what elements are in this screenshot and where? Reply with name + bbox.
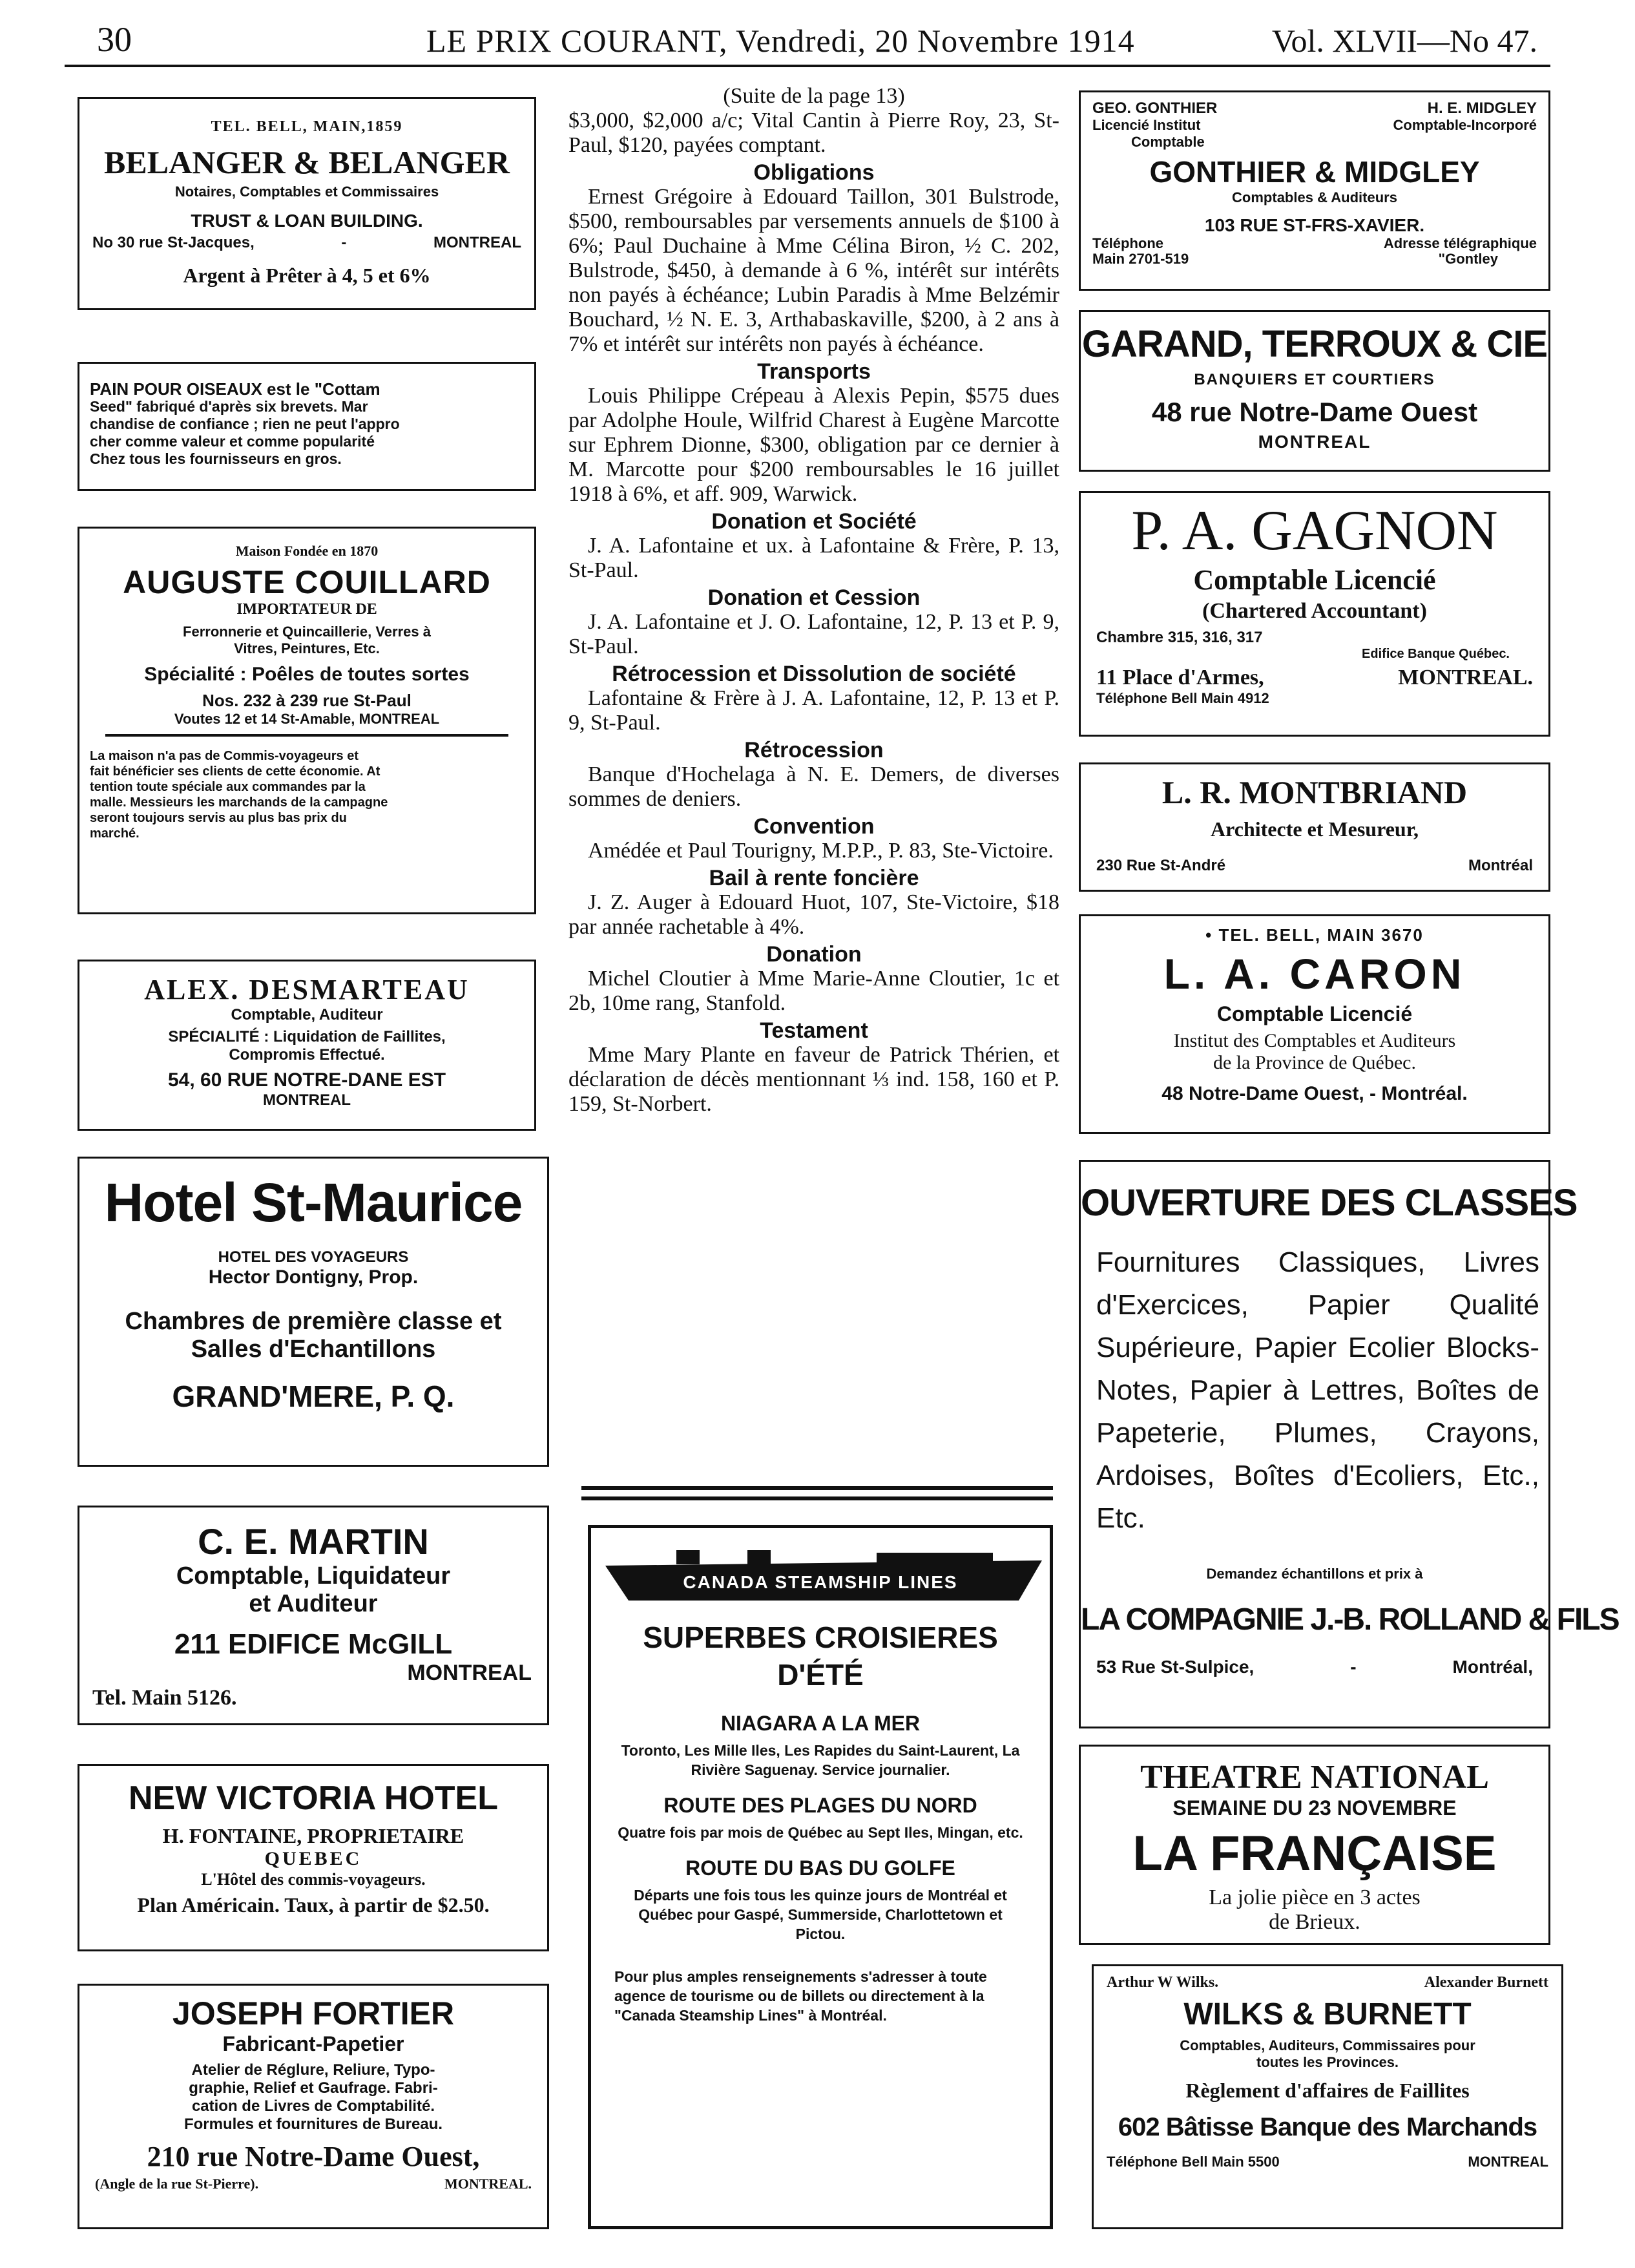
ad-note: malle. Messieurs les marchands de la campagne <box>90 795 388 810</box>
paragraph: J. A. Lafontaine et J. O. Lafontaine, 12, P. 13 et P. 9, St-Paul. <box>568 610 1059 658</box>
ad-specialty: SPÉCIALITÉ : Liquidation de Faillites, <box>168 1028 446 1045</box>
ad-role: (Chartered Accountant) <box>1202 599 1427 623</box>
ad-corner: (Angle de la rue St-Pierre). <box>95 2176 259 2192</box>
ad-role: toutes les Provinces. <box>1256 2054 1399 2070</box>
ad-name: BELANGER & BELANGER <box>104 144 510 180</box>
ad-name: L. R. MONTBRIAND <box>1161 774 1468 810</box>
partner-title: Comptable <box>1131 134 1205 150</box>
section-heading: Obligations <box>753 160 875 185</box>
partner-title: Comptable-Incorporé <box>1393 117 1537 133</box>
ad-belanger <box>78 97 536 310</box>
route-title: ROUTE DU BAS DU GOLFE <box>685 1856 955 1880</box>
ad-gonthier-midgley <box>1079 90 1550 291</box>
ad-address: 103 RUE ST-FRS-XAVIER. <box>1204 215 1425 235</box>
partner-name: GEO. GONTHIER <box>1092 100 1218 117</box>
ad-caron <box>1079 914 1550 1134</box>
ad-city: MONTREAL <box>1258 432 1371 452</box>
section-heading: Donation et Société <box>711 509 917 534</box>
ad-title: OUVERTURE DES CLASSES <box>1081 1182 1578 1224</box>
ad-loan: Argent à Prêter à 4, 5 et 6% <box>183 264 431 287</box>
tel-label: Téléphone <box>1092 235 1164 251</box>
ad-role: Comptable Licencié <box>1193 564 1436 596</box>
ad-sub: Règlement d'affaires de Faillites <box>1185 2079 1470 2102</box>
section-heading: Testament <box>760 1018 868 1043</box>
ad-note: seront toujours servis au plus bas prix du <box>90 811 347 825</box>
ad-tel: Tel. Main 5126. <box>92 1686 237 1710</box>
ad-name: P. A. GAGNON <box>1131 499 1498 562</box>
section-heading: Rétrocession <box>744 738 884 762</box>
ad-desc: L'Hôtel des commis-voyageurs. <box>201 1870 426 1889</box>
ad-dash: - <box>1350 1657 1357 1677</box>
ad-name: C. E. MARTIN <box>198 1521 429 1562</box>
paragraph: $3,000, $2,000 a/c; Vital Cantin à Pierre Roy, 23, St-Paul, $120, payées comptant. <box>568 109 1059 157</box>
paragraph: Michel Cloutier à Mme Marie-Anne Cloutier, 1c et 2b, 10me rang, Stanfold. <box>568 967 1059 1015</box>
ad-address: 230 Rue St-André <box>1096 857 1226 874</box>
ad-building: Edifice Banque Québec. <box>1362 647 1510 661</box>
page-header <box>65 13 1550 67</box>
ad-desc: Atelier de Réglure, Reliure, Typo- <box>191 2061 435 2079</box>
ad-founded: Maison Fondée en 1870 <box>235 543 379 559</box>
tel-number: Main 2701-519 <box>1092 251 1189 267</box>
ad-name: WILKS & BURNETT <box>1183 1997 1472 2032</box>
cable-address: "Gontley <box>1438 251 1498 267</box>
page-number: 30 <box>97 20 132 59</box>
ad-line: chandise de confiance ; rien ne peut l'appro <box>90 415 400 432</box>
partner-name: Alexander Burnett <box>1424 1974 1548 1991</box>
ad-city: QUEBEC <box>264 1848 362 1869</box>
ad-city: Montréal <box>1468 857 1533 874</box>
ad-line: Seed" fabriqué d'après six brevets. Mar <box>90 398 368 415</box>
route-title: ROUTE DES PLAGES DU NORD <box>663 1794 977 1817</box>
ad-desc: La jolie pièce en 3 actes <box>1209 1885 1421 1909</box>
ad-city: MONTREAL. <box>444 2176 532 2192</box>
ad-play: LA FRANÇAISE <box>1132 1826 1497 1881</box>
ad-address: 53 Rue St-Sulpice, <box>1096 1657 1255 1677</box>
cable-label: Adresse télégraphique <box>1383 235 1537 251</box>
ad-role: IMPORTATEUR DE <box>236 601 377 618</box>
paragraph: J. Z. Auger à Edouard Huot, 107, Ste-Victoire, $18 par année rachetable à 4%. <box>568 890 1059 939</box>
ad-note: fait bénéficier ses clients de cette économie. At <box>90 764 380 779</box>
ad-desc: Formules et fournitures de Bureau. <box>183 2116 443 2133</box>
section-heading: Convention <box>753 814 875 839</box>
ad-address: 11 Place d'Armes, <box>1096 666 1264 689</box>
ad-desc: graphie, Relief et Gaufrage. Fabri- <box>189 2079 438 2097</box>
ad-ask: Demandez échantillons et prix à <box>1206 1566 1423 1582</box>
continuation-note: (Suite de la page 13) <box>723 84 905 108</box>
ad-theatre-national <box>1079 1745 1550 1945</box>
paragraph: Banque d'Hochelaga à N. E. Demers, de diverses sommes de deniers. <box>568 762 1059 811</box>
ad-city: MONTREAL. <box>1398 666 1533 689</box>
ad-name: GONTHIER & MIDGLEY <box>1149 155 1480 189</box>
ad-rooms: Salles d'Echantillons <box>191 1336 436 1363</box>
ad-rooms: Chambres de première classe et <box>125 1308 502 1335</box>
ad-goods: Vitres, Peintures, Etc. <box>234 640 380 656</box>
ad-address: No 30 rue St-Jacques, <box>92 234 255 251</box>
partner-name: H. E. MIDGLEY <box>1427 100 1537 117</box>
ad-city: GRAND'MERE, P. Q. <box>172 1380 455 1413</box>
ad-city: MONTREAL <box>263 1091 351 1109</box>
ad-tel: Téléphone Bell Main 5500 <box>1107 2154 1280 2170</box>
ad-address: 210 rue Notre-Dame Ouest, <box>147 2141 480 2172</box>
route-desc: Quatre fois par mois de Québec au Sept Iles, Mingan, etc. <box>618 1824 1023 1841</box>
ad-role: Comptable, Liquidateur <box>176 1562 451 1590</box>
ad-joseph-fortier <box>78 1984 549 2229</box>
ad-city: MONTREAL <box>433 234 521 251</box>
route-title: NIAGARA A LA MER <box>720 1712 921 1735</box>
ad-role: Comptable Licencié <box>1216 1002 1413 1025</box>
ad-building: TRUST & LOAN BUILDING. <box>191 211 423 231</box>
ad-specialty: Spécialité : Poêles de toutes sortes <box>144 664 470 685</box>
ad-note: marché. <box>90 826 140 841</box>
ad-city: MONTREAL <box>407 1661 532 1685</box>
ad-address: Voutes 12 et 14 St-Amable, MONTREAL <box>174 711 440 727</box>
ad-company: LA COMPAGNIE J.-B. ROLLAND & FILS <box>1081 1602 1619 1637</box>
ad-owner: Hector Dontigny, Prop. <box>208 1266 419 1288</box>
ad-sub: BANQUIERS ET COURTIERS <box>1194 371 1435 388</box>
paragraph: Louis Philippe Crépeau à Alexis Pepin, $575 dues par Adolphe Houle, Wilfrid Charest à Eugène Marcotte sur Ephrem Dionne, $300, obligation par ce dernier à M. Marcotte pour $200 remboursables le 16 juillet 1918 à 6%, et aff. 909, Warwick. <box>568 384 1059 506</box>
ad-name: THEATRE NATIONAL <box>1140 1759 1489 1796</box>
banner-text: CANADA STEAMSHIP LINES <box>683 1572 958 1592</box>
ad-sub: HOTEL DES VOYAGEURS <box>218 1248 409 1266</box>
ad-address: 602 Bâtisse Banque des Marchands <box>1118 2113 1537 2141</box>
news-column <box>568 84 1059 1117</box>
ad-desc: de Brieux. <box>1269 1910 1360 1934</box>
ad-note: La maison n'a pas de Commis-voyageurs et <box>90 749 359 763</box>
ad-name: AUGUSTE COUILLARD <box>123 564 491 600</box>
publication-title: LE PRIX COURANT, Vendredi, 20 Novembre 1914 <box>426 23 1135 59</box>
ad-institute: Institut des Comptables et Auditeurs <box>1173 1030 1456 1051</box>
ad-city: Montréal, <box>1452 1657 1533 1677</box>
ad-address: 211 EDIFICE McGILL <box>174 1628 453 1660</box>
ad-ouverture-classes <box>1079 1160 1619 1728</box>
paragraph: J. A. Lafontaine et ux. à Lafontaine & Frère, P. 13, St-Paul. <box>568 534 1059 582</box>
ad-desmarteau <box>78 960 536 1131</box>
ad-sub: Comptables & Auditeurs <box>1232 189 1397 205</box>
ad-owner: H. FONTAINE, PROPRIETAIRE <box>162 1824 464 1847</box>
ship-banner <box>605 1546 1036 1601</box>
paragraph: Lafontaine & Frère à J. A. Lafontaine, 12, P. 13 et P. 9, St-Paul. <box>568 686 1059 735</box>
ad-city: MONTREAL <box>1468 2154 1548 2170</box>
ad-role: Fabricant-Papetier <box>222 2032 404 2055</box>
ad-sub: Notaires, Comptables et Commissaires <box>174 184 439 200</box>
partner-title: Licencié Institut <box>1092 117 1201 133</box>
route-desc: Toronto, Les Mille Iles, Les Rapides du Saint-Laurent, La Rivière Saguenay. Service journalier. <box>621 1742 1020 1778</box>
ad-dash: - <box>341 234 347 251</box>
section-heading: Donation <box>766 942 862 967</box>
ad-wilks-burnett <box>1092 1964 1563 2229</box>
ad-address: 48 rue Notre-Dame Ouest <box>1151 397 1478 427</box>
paragraph: Amédée et Paul Tourigny, M.P.P., P. 83, Ste-Victoire. <box>588 839 1054 863</box>
section-heading: Rétrocession et Dissolution de société <box>612 662 1016 686</box>
ad-martin <box>78 1506 549 1725</box>
ad-line: cher comme valeur et comme popularité <box>90 433 375 450</box>
section-heading: Transports <box>757 359 871 384</box>
ad-info: Pour plus amples renseignements s'adresser à toute agence de tourisme ou de billets ou directement à la "Canada Steamship Lines" à Montréal. <box>614 1968 987 2024</box>
column-rule <box>581 1496 1053 1500</box>
partner-name: Arthur W Wilks. <box>1107 1974 1219 1991</box>
ad-address: 54, 60 RUE NOTRE-DANE EST <box>167 1069 446 1091</box>
ad-address: 48 Notre-Dame Ouest, - Montréal. <box>1161 1083 1468 1104</box>
ad-title: SUPERBES CROISIERES <box>643 1621 998 1654</box>
ad-canada-steamship <box>588 1525 1053 2229</box>
ad-hotel-st-maurice <box>78 1157 549 1467</box>
ad-text: Fournitures Classiques, Livres d'Exercices, Papier Qualité Supérieure, Papier Ecolier Blocks-Notes, Papier à Lettres, Boîtes de Papeterie, Plumes, Crayons, Ardoises, Boîtes d'Ecoliers, Etc., Etc. <box>1096 1246 1539 1534</box>
column-rule <box>581 1486 1053 1490</box>
ad-note: tention toute spéciale aux commandes par la <box>90 780 366 794</box>
ad-institute: de la Province de Québec. <box>1213 1052 1417 1073</box>
ad-tel: • TEL. BELL, MAIN 3670 <box>1205 925 1424 945</box>
ad-line: PAIN POUR OISEAUX est le "Cottam <box>90 379 380 399</box>
ad-role: Comptable, Auditeur <box>231 1006 383 1024</box>
ad-tel: Téléphone Bell Main 4912 <box>1096 690 1269 706</box>
ad-line: Chez tous les fournisseurs en gros. <box>90 450 342 467</box>
section-heading: Bail à rente foncière <box>709 866 919 890</box>
ad-goods: Ferronnerie et Quincaillerie, Verres à <box>183 624 431 640</box>
paragraph: Mme Mary Plante en faveur de Patrick Thérien, et déclaration de décès mentionnant ⅓ ind. 158, 160 et P. 159, St-Norbert. <box>568 1043 1059 1116</box>
ad-name: ALEX. DESMARTEAU <box>144 974 470 1005</box>
ad-role: Comptables, Auditeurs, Commissaires pour <box>1180 2037 1475 2053</box>
ad-name: GARAND, TERROUX & CIE <box>1081 323 1548 365</box>
ad-montbriand <box>1079 762 1550 892</box>
ad-name: JOSEPH FORTIER <box>172 1995 455 2032</box>
ad-garand-terroux <box>1079 310 1550 472</box>
ad-plan: Plan Américain. Taux, à partir de $2.50. <box>137 1893 490 1916</box>
ad-address: Nos. 232 à 239 rue St-Paul <box>202 691 411 710</box>
ad-specialty: Compromis Effectué. <box>229 1046 385 1064</box>
ad-rooms: Chambre 315, 316, 317 <box>1096 629 1263 646</box>
route-desc: Départs une fois tous les quinze jours de Montréal et Québec pour Gaspé, Summerside, Charlottetown et Pictou. <box>634 1887 1007 1942</box>
section-heading: Donation et Cession <box>707 585 921 610</box>
ad-role: et Auditeur <box>249 1590 378 1617</box>
ad-name: NEW VICTORIA HOTEL <box>129 1780 498 1817</box>
ad-desc: cation de Livres de Comptabilité. <box>191 2097 435 2115</box>
ad-name: Hotel St-Maurice <box>104 1172 523 1233</box>
paragraph: Ernest Grégoire à Edouard Taillon, 301 Bulstrode, $500, remboursables par versements annuels de $100 à 6%; Paul Duchaine à Mme Célina Biron, ½ C. 202, Bulstrode, $450, à demande à 6 %, intérêt sur intérêts non payés à échéance; Lubin Paradis à Mme Belzémir Bouchard, ½ N. E. 3, Arthabaskaville, $200, à 2 ans à 7% et intérêt sur intérêts non payés à échéance. <box>568 185 1059 356</box>
ad-role: Architecte et Mesureur, <box>1211 817 1419 841</box>
divider <box>105 734 508 737</box>
ad-name: L. A. CARON <box>1163 950 1466 998</box>
ad-couillard <box>78 527 536 914</box>
ad-title: D'ÉTÉ <box>777 1658 864 1692</box>
ad-week: SEMAINE DU 23 NOVEMBRE <box>1172 1796 1457 1820</box>
ad-new-victoria-hotel <box>78 1764 549 1951</box>
ad-gagnon <box>1079 491 1550 737</box>
ad-tel: TEL. BELL, MAIN,1859 <box>211 118 403 135</box>
ad-pain-oiseaux <box>78 362 536 491</box>
volume-number: Vol. XLVII—No 47. <box>1271 23 1537 59</box>
